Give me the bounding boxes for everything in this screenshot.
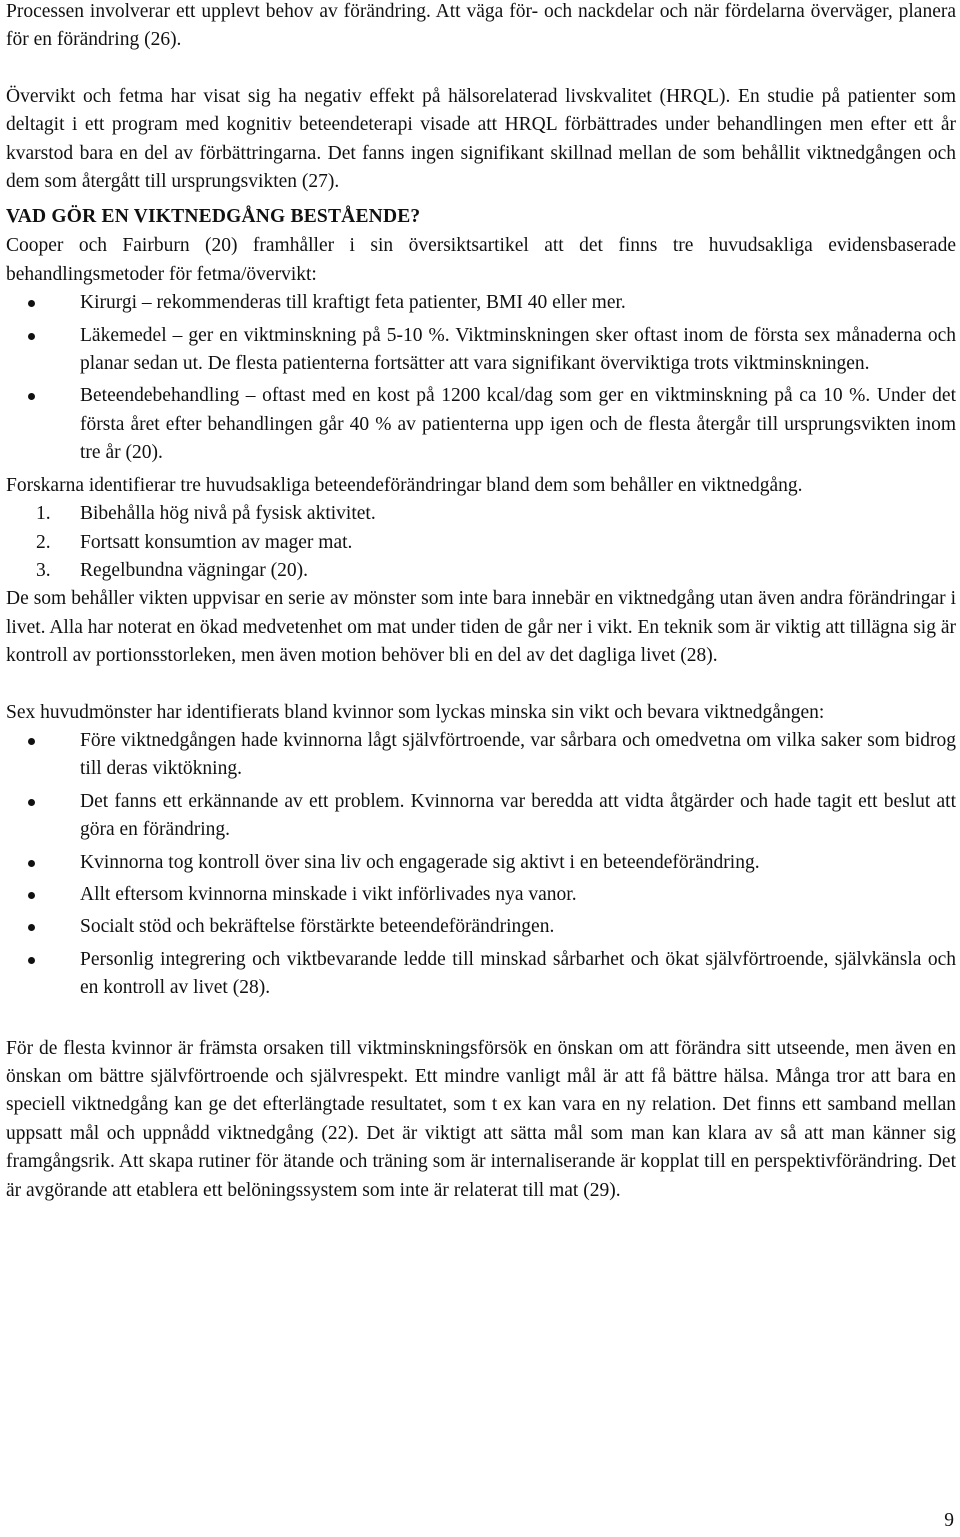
document-page: [6, 0, 956, 1205]
list-item-text: Det fanns ett erkännande av ett problem. Kvinnorna var beredda att vidta åtgärder och hade tagit ett beslut att göra en förändring.: [80, 790, 956, 841]
list-item: [6, 946, 956, 1003]
item-text: Regelbundna vägningar (20).: [80, 559, 308, 581]
bullet-icon: [28, 957, 35, 964]
item-number: 3.: [36, 559, 51, 581]
paragraph-hrql: Övervikt och fetma har visat sig ha negativ effekt på hälsorelaterad livskvalitet (HRQL). En studie på patienter som deltagit i ett program med kognitiv beteendeterapi visade att HRQL förbättrades under behandlingen men efter ett år kvarstod bara en del av förbättringarna. Det fanns ingen signifikant skillnad mellan de som behållit viktnedgången och dem som återgått till ursprungsvikten (27).: [6, 85, 956, 193]
list-item-text: Läkemedel – ger en viktminskning på 5-10 %. Viktminskningen sker oftast inom de första sex månaderna och planar sedan ut. De flesta patienterna fortsätter att vara signifikant överviktiga trots viktminskningen.: [80, 324, 956, 375]
item-text: Bibehålla hög nivå på fysisk aktivitet.: [80, 503, 376, 525]
paragraph-cooper-fairburn: Cooper och Fairburn (20) framhåller i sin översiktsartikel att det finns tre huvudsakliga evidensbaserade behandlingsmetoder för fetma/övervikt:: [6, 235, 956, 285]
item-number: 1.: [36, 503, 51, 525]
bullet-icon: [28, 860, 35, 867]
changes-list: [6, 500, 956, 585]
methods-list: [6, 289, 956, 467]
paragraph-maintainers: De som behåller vikten uppvisar en serie av mönster som inte bara innebär en viktnedgång utan även andra förändringar i livet. Alla har noterat en ökad medvetenhet om mat under tiden de går ner i vikt. En teknik som är viktig att tillägna sig är kontroll av portionsstorleken, men även motion behöver bli en del av det dagliga livet (28).: [6, 588, 956, 667]
item-text: Fortsatt konsumtion av mager mat.: [80, 531, 353, 553]
patterns-list: [6, 727, 956, 1003]
spacer: [6, 671, 956, 699]
page-number: 9: [944, 1510, 954, 1531]
list-item: [6, 788, 956, 845]
bullet-icon: [28, 300, 35, 307]
spacer: [6, 55, 956, 83]
list-item: [6, 849, 956, 877]
bullet-icon: [28, 738, 35, 745]
list-item-text: Allt eftersom kvinnorna minskade i vikt införlivades nya vanor.: [80, 883, 577, 905]
section-heading: VAD GÖR EN VIKTNEDGÅNG BESTÅENDE?: [6, 206, 421, 228]
bullet-icon: [28, 924, 35, 931]
list-item-text: Socialt stöd och bekräftelse förstärkte beteendeförändringen.: [80, 916, 555, 938]
list-item-text: Före viktnedgången hade kvinnorna lågt självförtroende, var sårbara och omedvetna om vilka saker som bidrog till deras viktökning.: [80, 729, 956, 780]
list-item-text: Kvinnorna tog kontroll över sina liv och engagerade sig aktivt i en beteendeförändring.: [80, 851, 760, 873]
spacer: [6, 1007, 956, 1035]
numbered-item: [6, 500, 956, 528]
list-item: [6, 289, 956, 317]
list-item-text: Personlig integrering och viktbevarande ledde till minskad sårbarhet och ökat självförtroende, självkänsla och en kontroll av livet (28).: [80, 948, 956, 999]
numbered-item: [6, 529, 956, 557]
list-item: [6, 881, 956, 909]
numbered-item: [6, 557, 956, 585]
list-item: [6, 382, 956, 467]
bullet-icon: [28, 892, 35, 899]
bullet-icon: [28, 393, 35, 400]
item-number: 2.: [36, 531, 51, 553]
list-item: [6, 322, 956, 379]
list-item: [6, 913, 956, 941]
paragraph-motivation: För de flesta kvinnor är främsta orsaken till viktminskningsförsök en önskan om att förändra sitt utseende, men även en önskan om bättre självförtroende och självrespekt. Ett mindre vanligt mål är att få bättre hälsa. Många tror att bara en speciell viktnedgång kan ge det efterlängtade resultatet, som t ex kan vara en ny relation. Det finns ett samband mellan uppsatt mål och uppnådd viktnedgång (22). Det är viktigt att sätta mål som man kan klara av så att man känner sig framgångsrik. Att skapa rutiner för ätande och träning som är internaliserande är kopplat till en perspektivförändring. Det är avgörande att etablera ett belöningssystem som inte är relaterat till mat (29).: [6, 1037, 956, 1201]
list-item: [6, 727, 956, 784]
paragraph-six-patterns: Sex huvudmönster har identifierats bland kvinnor som lyckas minska sin vikt och bevara viktnedgången:: [6, 701, 825, 723]
paragraph-researchers: Forskarna identifierar tre huvudsakliga beteendeförändringar bland dem som behåller en viktnedgång.: [6, 474, 803, 496]
list-item-text: Kirurgi – rekommenderas till kraftigt feta patienter, BMI 40 eller mer.: [80, 292, 626, 314]
list-item-text: Beteendebehandling – oftast med en kost på 1200 kcal/dag som ger en viktminskning på ca 10 %. Under det första året efter behandlingen går 40 % av patienterna upp igen och de flesta återgår till ursprungsvikten inom tre år (20).: [80, 385, 956, 464]
paragraph-change-process: Processen involverar ett upplevt behov av förändring. Att väga för- och nackdelar och när fördelarna överväger, planera för en förändring (26).: [6, 1, 956, 51]
bullet-icon: [28, 333, 35, 340]
bullet-icon: [28, 799, 35, 806]
